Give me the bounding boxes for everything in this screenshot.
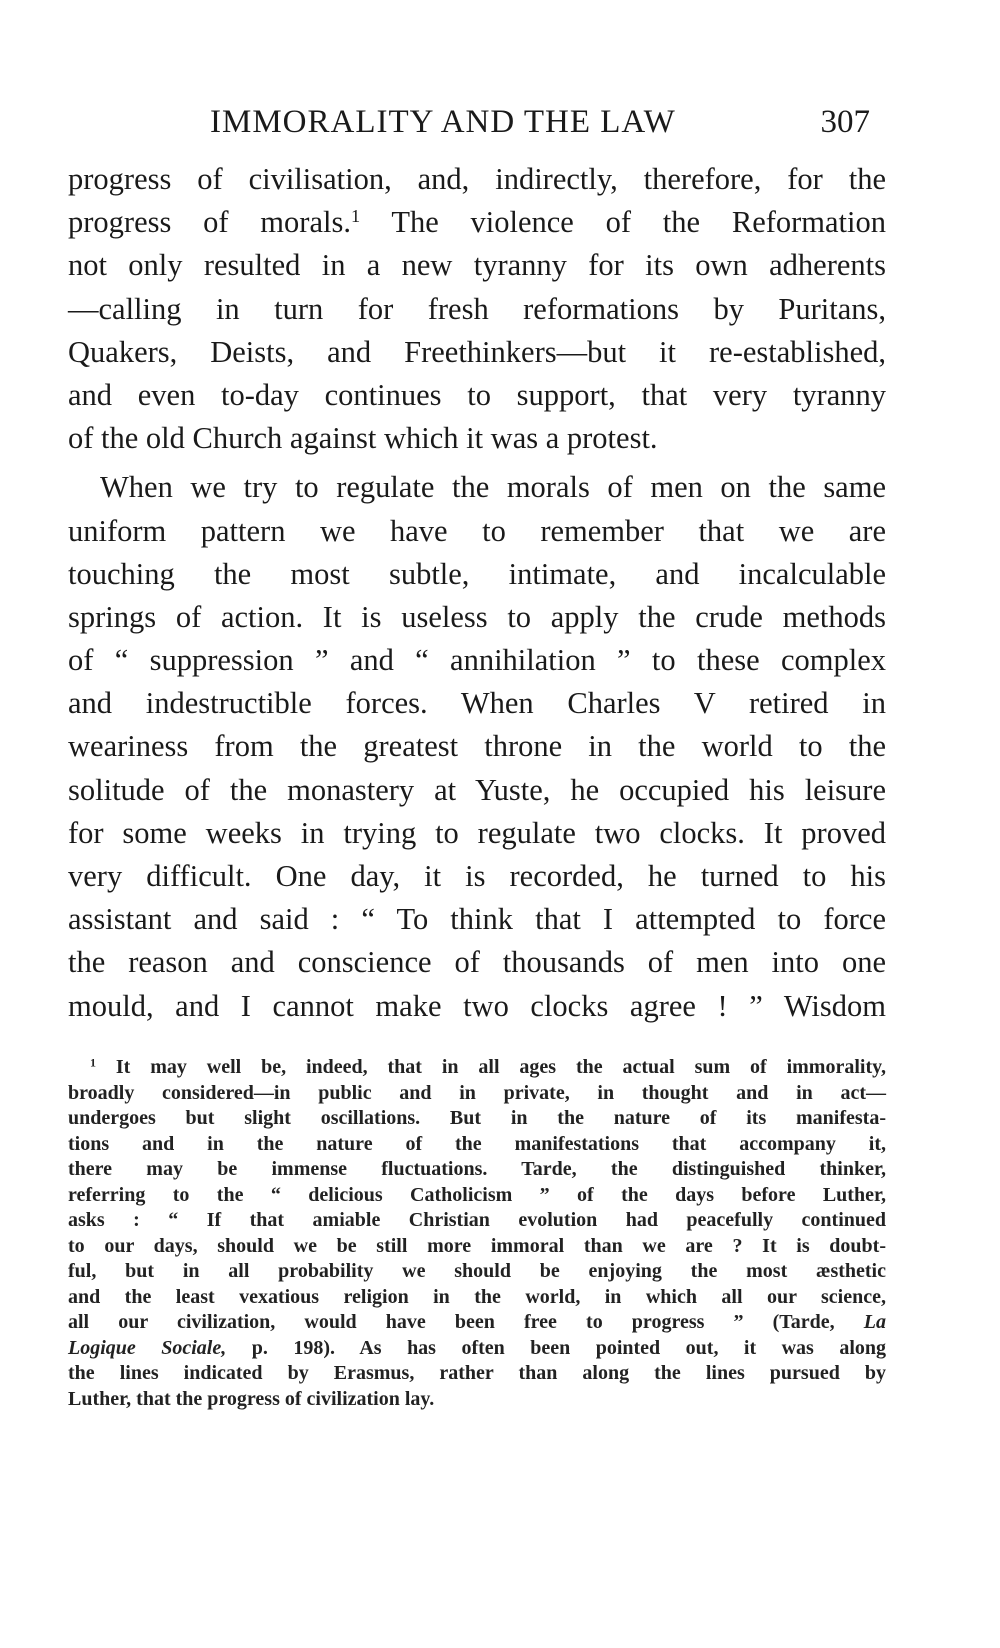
footnote-line-8: to our days, should we be still more immoral than we are ? It is doubt- bbox=[68, 1234, 886, 1257]
footnote-line-2: broadly considered—in public and in private, in thought and in act— bbox=[68, 1081, 886, 1104]
footnote-line-1 bbox=[68, 1055, 886, 1081]
body-line-3: not only resulted in a new tyranny for its own adherents bbox=[68, 248, 886, 283]
body-line-2-text: progress of morals. bbox=[68, 205, 351, 240]
footnote-line-7: asks : “ If that amiable Christian evolution had peacefully continued bbox=[68, 1209, 886, 1231]
body-line-17: very difficult. One day, it is recorded, he turned to his bbox=[68, 859, 886, 893]
body-line-9: uniform pattern we have to remember that we are bbox=[68, 513, 886, 548]
footnote bbox=[68, 1055, 886, 1412]
body-line-1: progress of civilisation, and, indirectly, therefore, for the bbox=[68, 162, 886, 196]
body-line-7: of the old Church against which it was a protest. bbox=[68, 421, 658, 456]
body-line-5: Quakers, Deists, and Freethinkers—but it re-established, bbox=[68, 334, 886, 369]
body-line-19: the reason and conscience of thousands of men into one bbox=[68, 945, 886, 980]
body-line-15: solitude of the monastery at Yuste, he occupied his leisure bbox=[68, 772, 886, 807]
body-line-4: —calling in turn for fresh reformations by Puritans, bbox=[68, 291, 886, 326]
footnote-line-10: and the least vexatious religion in the world, in which all our science, bbox=[68, 1285, 886, 1308]
footnote-italic-title: Logique Sociale, bbox=[68, 1336, 227, 1359]
body-line-13: and indestructible forces. When Charles V retired in bbox=[68, 686, 886, 721]
running-title: IMMORALITY AND THE LAW bbox=[210, 104, 676, 140]
body-line-14: weariness from the greatest throne in the world to the bbox=[68, 729, 886, 764]
footnote-line-12 bbox=[68, 1336, 886, 1362]
footnote-line-12-text: p. 198). As has often been pointed out, it was along bbox=[226, 1336, 886, 1359]
footnote-reference: 1 bbox=[350, 206, 361, 227]
footnote-line-14: Luther, that the progress of civilization lay. bbox=[68, 1387, 435, 1410]
body-line-16: for some weeks in trying to regulate two clocks. It proved bbox=[68, 815, 886, 850]
body-line-20: mould, and I cannot make two clocks agree ! ” Wisdom bbox=[68, 988, 886, 1023]
body-line-12: of “ suppression ” and “ annihilation ” to these complex bbox=[68, 643, 886, 678]
footnote-line-3: undergoes but slight oscillations. But in the nature of its manifesta- bbox=[68, 1107, 886, 1129]
body-line-6: and even to-day continues to support, that very tyranny bbox=[68, 377, 886, 412]
running-head bbox=[70, 98, 870, 146]
footnote-line-11 bbox=[68, 1310, 886, 1336]
body-line-2 bbox=[68, 201, 886, 244]
footnote-line-13: the lines indicated by Erasmus, rather than along the lines pursued by bbox=[68, 1362, 886, 1384]
body-line-8: When we try to regulate the morals of men on the same bbox=[100, 470, 886, 505]
footnote-line-11-text: all our civilization, would have been free to progress ” (Tarde, bbox=[68, 1311, 835, 1333]
body-line-18: assistant and said : “ To think that I attempted to force bbox=[68, 902, 886, 937]
footnote-line-5: there may be immense fluctuations. Tarde, the distinguished thinker, bbox=[68, 1158, 886, 1180]
page-number: 307 bbox=[820, 104, 870, 140]
footnote-line-4: tions and in the nature of the manifestations that accompany it, bbox=[68, 1132, 886, 1155]
footnote-italic-la: La bbox=[863, 1311, 887, 1333]
body-text bbox=[68, 158, 886, 1028]
body-line-11: springs of action. It is useless to apply the crude methods bbox=[68, 599, 886, 634]
footnote-line-9: ful, but in all probability we should be enjoying the most æsthetic bbox=[68, 1260, 886, 1282]
footnote-marker: 1 bbox=[90, 1055, 96, 1070]
footnote-line-1-text: It may well be, indeed, that in all ages the actual sum of immorality, bbox=[115, 1056, 887, 1078]
footnote-line-6: referring to the “ delicious Catholicism ” of the days before Luther, bbox=[68, 1183, 886, 1206]
body-line-10: touching the most subtle, intimate, and incalculable bbox=[68, 556, 886, 591]
body-line-2-text-cont: The violence of the Reformation bbox=[360, 205, 886, 240]
